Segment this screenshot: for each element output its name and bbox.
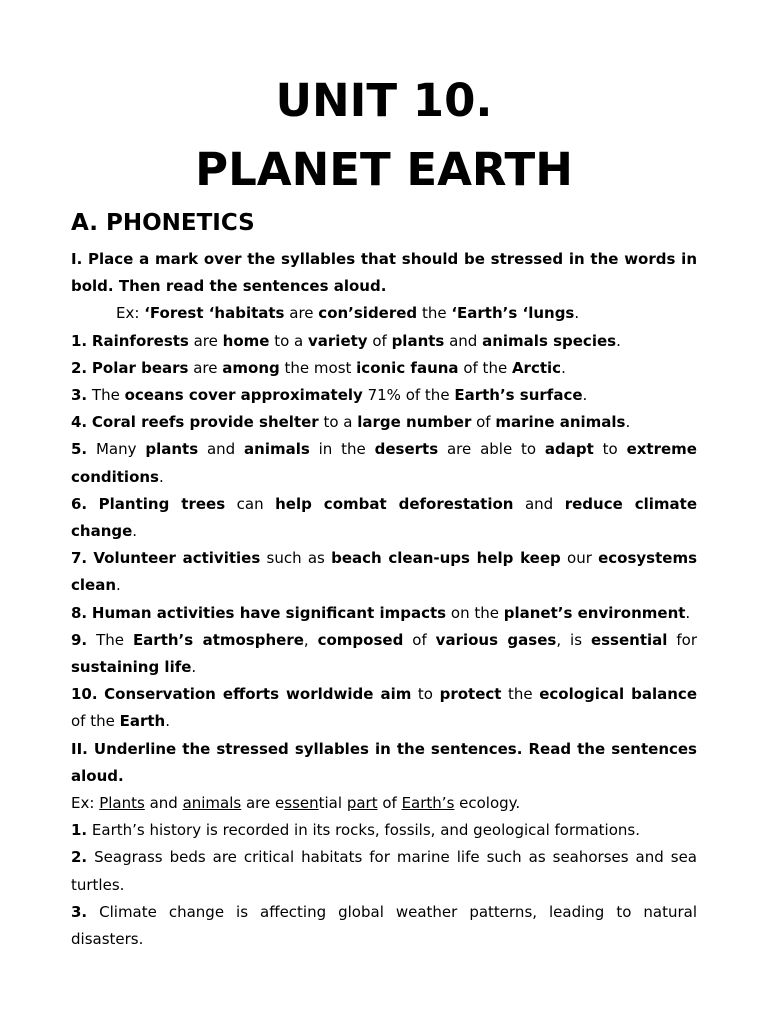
bold-word: planet’s environment bbox=[503, 603, 686, 622]
item-number: 2. bbox=[71, 848, 88, 867]
part2-example: Ex: Plants and animals are essential part of Earth’s ecology. bbox=[71, 794, 521, 813]
part2-instruction: II. Underline the stressed syllables in the sentences. Read the sentences aloud. bbox=[71, 739, 697, 785]
item-text: in the bbox=[309, 440, 375, 459]
part1-item bbox=[71, 436, 697, 490]
bold-word: ecological balance bbox=[539, 685, 697, 704]
item-text: to a bbox=[318, 413, 358, 432]
section-heading: A. PHONETICS bbox=[71, 210, 255, 236]
bold-word: Earth’s atmosphere bbox=[132, 630, 304, 649]
item-number: 9. bbox=[71, 630, 88, 649]
item-text: the bbox=[501, 685, 540, 704]
item-number: 4. bbox=[71, 413, 88, 432]
item-text: are bbox=[188, 358, 223, 377]
bold-word: reduce climate change bbox=[71, 494, 697, 541]
bold-word: Volunteer activities bbox=[93, 549, 261, 568]
bold-word: composed bbox=[317, 630, 404, 649]
part1-item bbox=[71, 409, 697, 436]
item-number: 10. bbox=[71, 685, 98, 704]
bold-word: Polar bears bbox=[91, 358, 189, 377]
part1-instruction: I. Place a mark over the syllables that should be stressed in the words in bold. Then read the sentences aloud. bbox=[71, 250, 697, 296]
item-text: are able to bbox=[438, 440, 545, 459]
item-text: to bbox=[411, 685, 440, 704]
part2-item bbox=[71, 899, 697, 953]
bold-word: Planting trees bbox=[98, 494, 226, 513]
item-number: 5. bbox=[71, 440, 88, 459]
part2-item bbox=[71, 817, 697, 844]
item-text: can bbox=[225, 494, 276, 513]
bold-word: Earth bbox=[119, 712, 166, 731]
item-number: 1. bbox=[71, 331, 88, 350]
item-text: . bbox=[132, 522, 138, 541]
part1-item bbox=[71, 627, 697, 681]
item-number: 8. bbox=[71, 603, 88, 622]
bold-word: Earth’s surface bbox=[454, 386, 583, 405]
item-text: Earth’s history is recorded in its rocks, fossils, and geological formations. bbox=[91, 821, 640, 840]
bold-word: adapt bbox=[544, 440, 594, 459]
unit-subtitle: PLANET EARTH bbox=[195, 143, 573, 196]
part1-item bbox=[71, 681, 697, 735]
bold-word: animals bbox=[244, 440, 310, 459]
bold-word: Human activities have significant impacts bbox=[91, 603, 447, 622]
item-text: of the bbox=[71, 712, 120, 731]
item-text: of the bbox=[458, 358, 512, 377]
item-text: Climate change is affecting global weather patterns, leading to natural disasters. bbox=[71, 902, 697, 949]
item-text: Seagrass beds are critical habitats for marine life such as seahorses and sea turtles. bbox=[71, 848, 697, 894]
part1-item bbox=[71, 545, 697, 599]
bold-word: Arctic bbox=[511, 358, 562, 377]
item-text: . bbox=[158, 467, 164, 486]
bold-word: large number bbox=[357, 413, 472, 432]
item-text: The bbox=[91, 386, 125, 405]
item-text: of bbox=[403, 630, 436, 649]
item-number: 3. bbox=[71, 902, 88, 921]
part1-list bbox=[71, 328, 697, 736]
part2-list bbox=[71, 817, 697, 953]
item-text: Many bbox=[95, 440, 146, 459]
bold-word: oceans cover approximately bbox=[124, 386, 363, 405]
unit-title: UNIT 10. bbox=[275, 74, 493, 127]
bold-word: iconic fauna bbox=[356, 358, 459, 377]
item-text: to bbox=[593, 440, 627, 459]
part1-item bbox=[71, 382, 697, 409]
item-text: . bbox=[616, 331, 621, 350]
bold-word: Rainforests bbox=[91, 331, 189, 350]
item-text: of bbox=[471, 413, 496, 432]
item-text: are bbox=[188, 331, 223, 350]
item-text: , bbox=[303, 630, 318, 649]
bold-word: among bbox=[222, 358, 280, 377]
item-text: our bbox=[560, 549, 599, 568]
item-text: . bbox=[685, 603, 691, 622]
part1-example: Ex: ‘Forest ‘habitats are con’sidered the ‘Earth’s ‘lungs. bbox=[116, 304, 580, 323]
bold-word: extreme conditions bbox=[71, 440, 697, 486]
item-text: of bbox=[367, 331, 392, 350]
item-number: 7. bbox=[71, 549, 88, 568]
item-text: and bbox=[444, 331, 483, 350]
item-text: . bbox=[561, 358, 566, 377]
bold-word: deserts bbox=[374, 440, 439, 459]
bold-word: Coral reefs provide shelter bbox=[91, 413, 319, 432]
item-text: The bbox=[96, 630, 133, 649]
bold-word: essential bbox=[590, 630, 668, 649]
part1-item bbox=[71, 491, 697, 545]
bold-word: marine animals bbox=[495, 413, 626, 432]
bold-word: Conservation efforts worldwide aim bbox=[104, 685, 412, 704]
item-number: 2. bbox=[71, 358, 88, 377]
item-text: . bbox=[582, 386, 588, 405]
bold-word: plants bbox=[145, 440, 199, 459]
item-text: 71% of the bbox=[362, 386, 455, 405]
item-text: for bbox=[667, 630, 697, 649]
bold-word: variety bbox=[308, 331, 368, 350]
part2-item bbox=[71, 844, 697, 898]
bold-word: various gases bbox=[435, 630, 557, 649]
item-text: and bbox=[198, 440, 245, 459]
item-number: 3. bbox=[71, 386, 88, 405]
part1-item bbox=[71, 328, 697, 355]
bold-word: animals species bbox=[482, 331, 617, 350]
item-text: such as bbox=[260, 549, 332, 568]
item-text: . bbox=[165, 712, 171, 731]
item-text: and bbox=[513, 494, 565, 513]
item-text: . bbox=[116, 576, 121, 595]
item-number: 6. bbox=[71, 494, 88, 513]
item-text: . bbox=[191, 658, 197, 677]
bold-word: home bbox=[222, 331, 270, 350]
part1-item bbox=[71, 600, 697, 627]
bold-word: plants bbox=[391, 331, 445, 350]
item-text: , is bbox=[556, 630, 591, 649]
item-text: to a bbox=[269, 331, 308, 350]
bold-word: protect bbox=[439, 685, 502, 704]
item-text: . bbox=[625, 413, 631, 432]
bold-word: help combat deforestation bbox=[275, 494, 514, 513]
item-number: 1. bbox=[71, 821, 88, 840]
part1-item bbox=[71, 355, 697, 382]
item-text: the most bbox=[279, 358, 357, 377]
bold-word: beach clean-ups help keep bbox=[331, 549, 561, 568]
exercise-body bbox=[71, 246, 697, 953]
bold-word: sustaining life bbox=[71, 658, 192, 677]
bold-word: ecosystems clean bbox=[71, 549, 698, 595]
item-text: on the bbox=[446, 603, 504, 622]
